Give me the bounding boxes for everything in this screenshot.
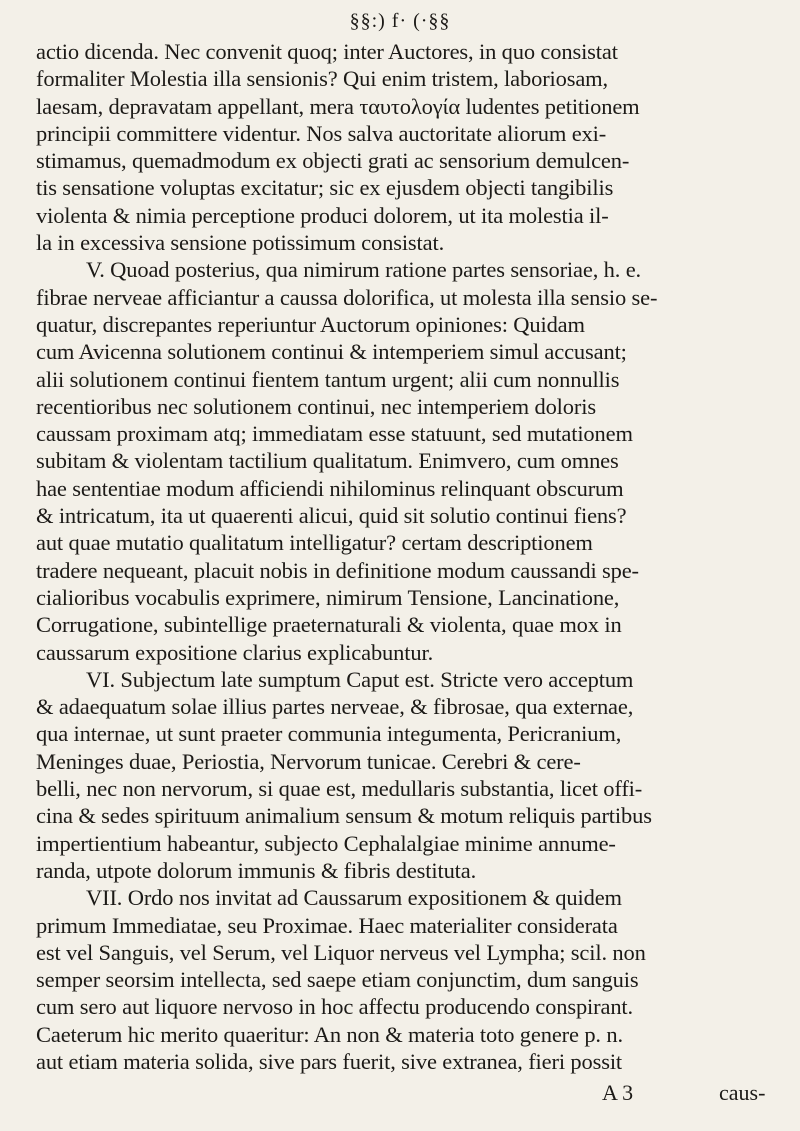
- text-line: subitam & violentam tactilium qualitatum. Enimvero, cum omnes: [36, 448, 619, 474]
- text-line: cialioribus vocabulis exprimere, nimirum Tensione, Lancinatione,: [36, 584, 620, 610]
- text-line: la in excessiva sensione potissimum consistat.: [36, 230, 445, 256]
- catchword: caus-: [719, 1080, 766, 1105]
- text-line: & intricatum, ita ut quaerenti alicui, quid sit solutio continui fiens?: [36, 503, 627, 529]
- text-line: & adaequatum solae illius partes nerveae, & fibrosae, qua externae,: [36, 694, 634, 720]
- text-line: semper seorsim intellecta, sed saepe etiam conjunctim, dum sanguis: [36, 967, 639, 993]
- text-line: Meninges duae, Periostia, Nervorum tunicae. Cerebri & cere-: [36, 748, 581, 774]
- text-line: aut quae mutatio qualitatum intelligatur? certam descriptionem: [36, 530, 593, 556]
- text-line: cum Avicenna solutionem continui & intemperiem simul accusant;: [36, 339, 627, 365]
- text-line: tis sensatione voluptas excitatur; sic ex ejusdem objecti tangibilis: [36, 175, 614, 201]
- section-heading-line: VI. Subjectum late sumptum Caput est. Stricte vero acceptum: [86, 666, 634, 692]
- text-line: quatur, discrepantes reperiuntur Auctorum opiniones: Quidam: [36, 311, 585, 337]
- text-line: laesam, depravatam appellant, mera ταυτολογία ludentes petitionem: [36, 93, 640, 119]
- text-line: cina & sedes spirituum animalium sensum & motum reliquis partibus: [36, 803, 652, 829]
- text-line: formaliter Molestia illa sensionis? Qui enim tristem, laboriosam,: [36, 66, 609, 92]
- text-line: primum Immediatae, seu Proximae. Haec materialiter considerata: [36, 912, 618, 938]
- text-line: alii solutionem continui fientem tantum urgent; alii cum nonnullis: [36, 366, 620, 392]
- page-header: §§:) f· (·§§: [349, 10, 451, 32]
- text-line: tradere nequeant, placuit nobis in definitione modum caussandi spe-: [36, 557, 639, 583]
- text-line: actio dicenda. Nec convenit quoq; inter Auctores, in quo consistat: [36, 39, 618, 64]
- text-line: randa, utpote dolorum immunis & fibris destituta.: [36, 857, 477, 883]
- text-line: Caeterum hic merito quaeritur: An non & materia toto genere p. n.: [36, 1021, 623, 1047]
- text-line: caussarum expositione clarius explicabuntur.: [36, 639, 434, 665]
- text-line: belli, nec non nervorum, si quae est, medullaris substantia, licet offi-: [36, 776, 643, 802]
- text-line: fibrae nerveae afficiantur a caussa dolorifica, ut molesta illa sensio se-: [36, 284, 658, 310]
- text-line: qua internae, ut sunt praeter communia integumenta, Pericranium,: [36, 721, 622, 747]
- text-line: principii committere videntur. Nos salva auctoritate aliorum exi-: [36, 120, 607, 146]
- section-heading-line: VII. Ordo nos invitat ad Caussarum expositionem & quidem: [86, 885, 622, 911]
- text-line: hae sententiae modum afficiendi nihilominus relinquant obscurum: [36, 475, 624, 501]
- text-line: recentioribus nec solutionem continui, nec intemperiem doloris: [36, 393, 596, 419]
- text-line: aut etiam materia solida, sive pars fuerit, sive extranea, fieri possit: [36, 1048, 623, 1074]
- text-line: Corrugatione, subintellige praeternaturali & violenta, quae mox in: [36, 612, 622, 638]
- text-line: caussam proximam atq; immediatam esse statuunt, sed mutationem: [36, 421, 633, 447]
- signature-mark: A 3: [602, 1080, 634, 1105]
- text-line: est vel Sanguis, vel Serum, vel Liquor nerveus vel Lympha; scil. non: [36, 939, 646, 965]
- text-line: stimamus, quemadmodum ex objecti grati ac sensorium demulcen-: [36, 148, 630, 174]
- body-text: [36, 38, 776, 1075]
- text-line: violenta & nimia perceptione produci dolorem, ut ita molestia il-: [36, 202, 609, 228]
- section-heading-line: V. Quoad posterius, qua nimirum ratione partes sensoriae, h. e.: [86, 257, 642, 283]
- text-line: cum sero aut liquore nervoso in hoc affectu producendo conspirant.: [36, 994, 633, 1020]
- page-footer: [36, 1080, 776, 1108]
- text-line: impertientium habeantur, subjecto Cephalalgiae minime annume-: [36, 830, 616, 856]
